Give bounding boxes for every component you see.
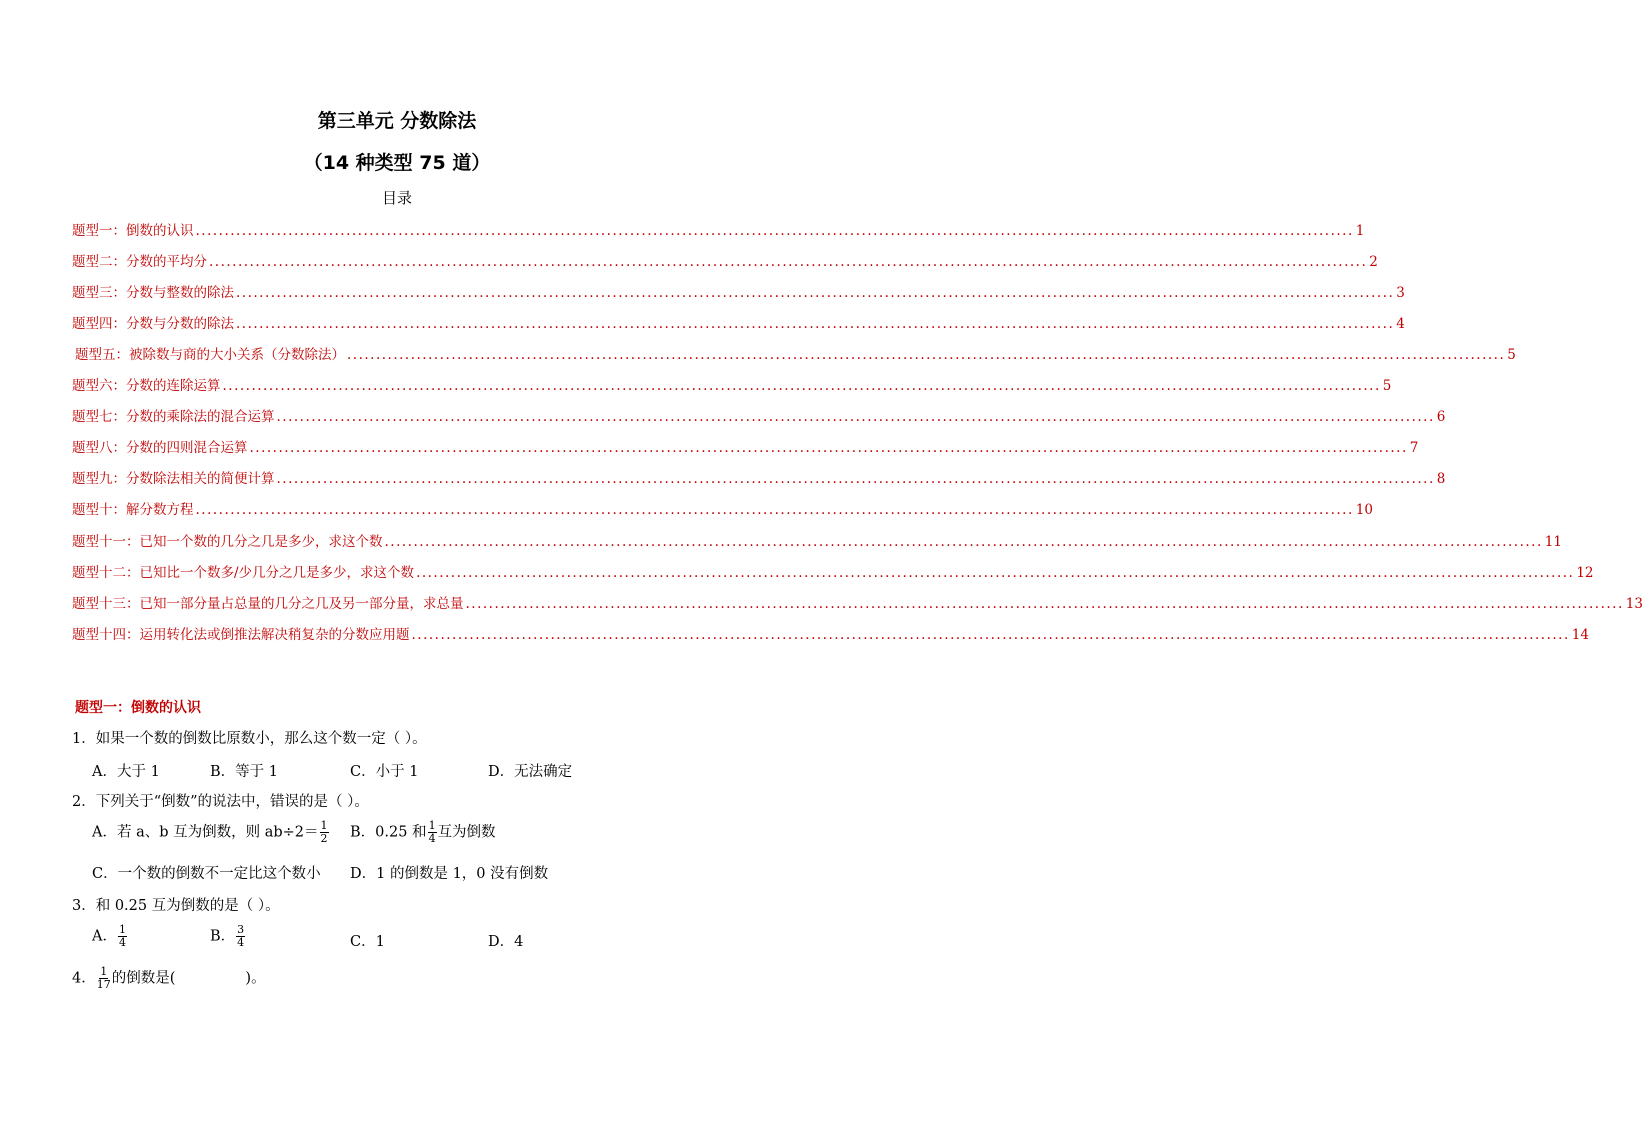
toc-label: 题型三：分数与整数的除法 (72, 285, 234, 301)
numerator: 1 (428, 819, 436, 832)
toc-entry[interactable] (72, 467, 1446, 487)
toc-label: 题型四：分数与分数的除法 (72, 316, 234, 332)
toc-leader: ........................................................................................................................................................................................................ (416, 565, 1575, 581)
toc-page: 2 (1369, 254, 1378, 270)
toc-label: 题型五：被除数与商的大小关系（分数除法） (75, 347, 345, 363)
toc-leader: ........................................................................................................................................................................................................ (276, 409, 1435, 425)
toc-leader: ........................................................................................................................................................................................................ (236, 285, 1395, 301)
toc-entry[interactable] (72, 592, 1643, 612)
option-text: B．0.25 和 (350, 824, 427, 841)
toc-leader: ........................................................................................................................................................................................................ (236, 316, 1395, 332)
question-1-option-a[interactable]: A．大于 1 (92, 764, 160, 780)
section-heading: 题型一：倒数的认识 (75, 700, 201, 716)
option-text: B． (210, 928, 236, 945)
question-number: 4． (72, 970, 96, 987)
toc-entry[interactable] (72, 623, 1589, 643)
toc-label: 题型十一：已知一个数的几分之几是多少，求这个数 (72, 534, 383, 550)
fraction (97, 966, 111, 991)
denominator: 4 (428, 832, 436, 845)
question-2-option-c[interactable]: C．一个数的倒数不一定比这个数小 (92, 866, 321, 882)
toc-entry[interactable] (72, 530, 1562, 550)
toc-label: 题型七：分数的乘除法的混合运算 (72, 409, 275, 425)
toc-label: 题型十二：已知比一个数多/少几分之几是多少，求这个数 (72, 565, 415, 581)
option-text: A．若 a、b 互为倒数，则 ab÷2＝ (92, 824, 319, 841)
toc-entry[interactable] (72, 498, 1373, 518)
question-3-stem: 3．和 0.25 互为倒数的是（ ）。 (72, 898, 280, 914)
toc-page: 7 (1409, 440, 1419, 456)
question-3-option-b[interactable] (210, 924, 246, 949)
toc-leader: ........................................................................................................................................................................................................ (195, 223, 1354, 239)
toc-leader: ........................................................................................................................................................................................................ (222, 378, 1381, 394)
option-text: 互为倒数 (437, 824, 496, 841)
toc-label: 题型二：分数的平均分 (72, 254, 207, 270)
question-1-option-b[interactable]: B．等于 1 (210, 764, 278, 780)
toc-leader: ........................................................................................................................................................................................................ (465, 596, 1624, 612)
toc-page: 12 (1576, 565, 1594, 581)
numerator: 3 (237, 923, 245, 936)
document-subtitle: （14 种类型 75 道） (303, 152, 491, 174)
toc-page: 10 (1355, 502, 1373, 518)
toc-label: 题型六：分数的连除运算 (72, 378, 221, 394)
fraction (320, 820, 329, 845)
toc-leader: ........................................................................................................................................................................................................ (276, 471, 1435, 487)
question-text: 的倒数是( (111, 970, 176, 987)
toc-page: 14 (1571, 627, 1589, 643)
toc-page: 13 (1625, 596, 1643, 612)
toc-page: 4 (1396, 316, 1405, 332)
question-1-stem: 1．如果一个数的倒数比原数小，那么这个数一定（ ）。 (72, 731, 427, 747)
toc-page: 1 (1355, 223, 1365, 239)
toc-page: 3 (1396, 285, 1405, 301)
question-3-option-c[interactable]: C．1 (350, 934, 385, 950)
toc-label: 题型十三：已知一部分量占总量的几分之几及另一部分量，求总量 (72, 596, 464, 612)
toc-page: 5 (1507, 347, 1516, 363)
toc-page: 5 (1382, 378, 1392, 394)
numerator: 1 (100, 965, 108, 978)
toc-page: 8 (1436, 471, 1446, 487)
option-text: A． (92, 928, 117, 945)
question-2-option-a[interactable] (92, 820, 330, 845)
toc-label: 题型十四：运用转化法或倒推法解决稍复杂的分数应用题 (72, 627, 410, 643)
document-title: 第三单元 分数除法 (317, 110, 477, 132)
question-1-option-d[interactable]: D．无法确定 (488, 764, 573, 780)
toc-leader: ........................................................................................................................................................................................................ (195, 502, 1354, 518)
fraction (118, 924, 127, 949)
toc-entry[interactable] (72, 436, 1419, 456)
question-3-option-d[interactable]: D．4 (488, 934, 524, 950)
toc-entry[interactable] (72, 374, 1392, 394)
fraction (428, 820, 437, 845)
question-2-stem: 2．下列关于“倒数”的说法中，错误的是（ ）。 (72, 794, 369, 810)
toc-leader: ........................................................................................................................................................................................................ (209, 254, 1368, 270)
toc-label: 题型十：解分数方程 (72, 502, 194, 518)
toc-entry[interactable] (72, 561, 1594, 581)
toc-entry[interactable] (72, 250, 1378, 270)
toc-heading: 目录 (381, 189, 412, 207)
question-3-option-a[interactable] (92, 924, 128, 949)
denominator: 4 (118, 936, 126, 949)
toc-entry[interactable] (72, 312, 1405, 332)
toc-leader: ........................................................................................................................................................................................................ (411, 627, 1570, 643)
question-2-option-d[interactable]: D．1 的倒数是 1，0 没有倒数 (350, 866, 549, 882)
toc-page: 11 (1544, 534, 1562, 550)
toc-leader: ........................................................................................................................................................................................................ (347, 347, 1506, 363)
toc-entry[interactable] (72, 219, 1365, 239)
numerator: 1 (118, 923, 126, 936)
toc-label: 题型一：倒数的认识 (72, 223, 194, 239)
toc-label: 题型九：分数除法相关的简便计算 (72, 471, 275, 487)
numerator: 1 (320, 819, 328, 832)
toc-entry[interactable] (72, 281, 1405, 301)
question-4-stem (72, 966, 266, 991)
denominator: 2 (320, 832, 328, 845)
toc-leader: ........................................................................................................................................................................................................ (384, 534, 1543, 550)
question-2-option-b[interactable] (350, 820, 496, 845)
question-text: )。 (245, 970, 266, 987)
fraction (236, 924, 245, 949)
toc-entry[interactable] (72, 405, 1446, 425)
toc-label: 题型八：分数的四则混合运算 (72, 440, 248, 456)
denominator: 17 (96, 978, 111, 991)
toc-entry[interactable] (75, 343, 1516, 363)
toc-leader: ........................................................................................................................................................................................................ (249, 440, 1408, 456)
toc-page: 6 (1436, 409, 1446, 425)
question-1-option-c[interactable]: C．小于 1 (350, 764, 419, 780)
denominator: 4 (237, 936, 245, 949)
